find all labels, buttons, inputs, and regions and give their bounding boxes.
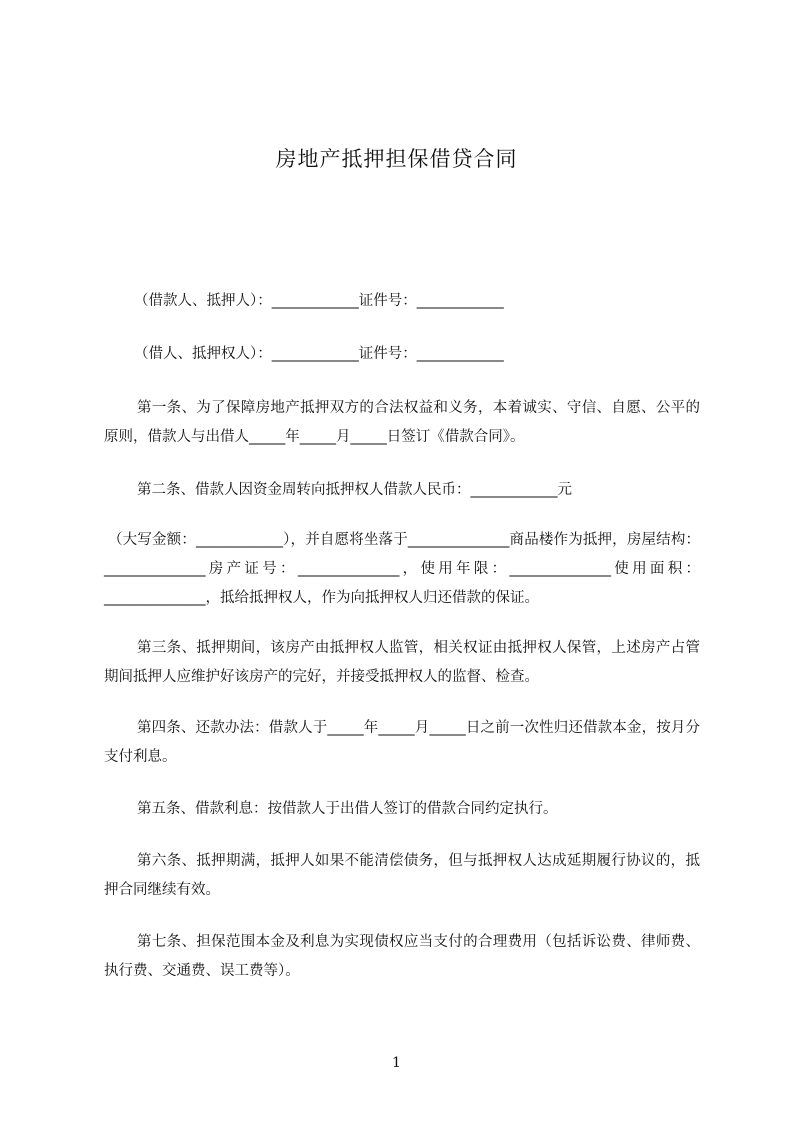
article-3: 第三条、抵押期间，该房产由抵押权人监管，相关权证由抵押权人保管，上述房产占管期间抵押人应维护好该房产的完好，并接受抵押权人的监督、检查。 [104,640,700,685]
article-2: 第二条、借款人因资金周转向抵押权人借款人民币：____________元 [137,482,572,498]
article-2-details: （大写金额：____________），并自愿将坐落于______________商品楼作为抵押，房屋结构：______________房产证号：______________，使用年限：______________使用面积：______________，抵给抵押权人，作为向抵押权人归还借款的保证。 [104,532,700,606]
article-7: 第七条、担保范围本金及利息为实现债权应当支付的合理费用（包括诉讼费、律师费、执行费、交通费、误工费等）。 [104,934,700,979]
article-6: 第六条、抵押期满，抵押人如果不能清偿债务，但与抵押权人达成延期履行协议的，抵押合同继续有效。 [104,853,700,898]
borrower-line: （借款人、抵押人）：____________证件号：____________ [134,293,504,309]
article-5: 第五条、借款利息：按借款人于出借人签订的借款合同约定执行。 [137,801,558,817]
article-4: 第四条、还款办法：借款人于_____年_____月_____日之前一次性归还借款本金，按月分支付利息。 [104,720,700,765]
lender-line: （借人、抵押权人）：____________证件号：____________ [134,346,504,362]
document-title: 房地产抵押担保借贷合同 [275,147,518,171]
article-1: 第一条、为了保障房地产抵押双方的合法权益和义务，本着诚实、守信、自愿、公平的原则，借款人与出借人_____年_____月_____日签订《借款合同》。 [104,400,700,445]
page-number: 1 [392,1055,401,1071]
